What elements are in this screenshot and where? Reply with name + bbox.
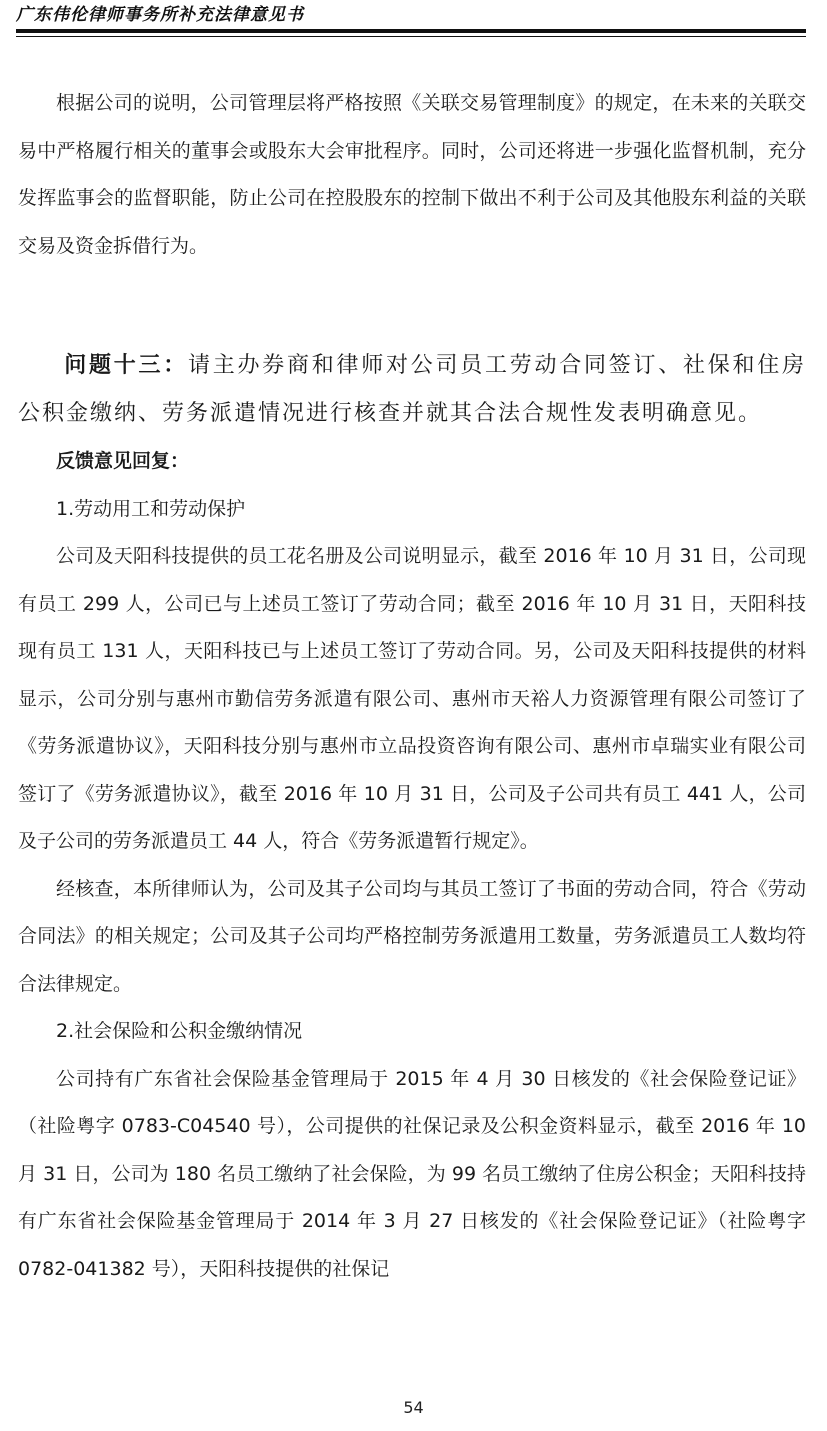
section-heading-social-insurance: 2.社会保险和公积金缴纳情况 (56, 1020, 303, 1042)
question-label: 问题十三： (64, 353, 188, 378)
page-number: 54 (403, 1398, 424, 1417)
header-title: 广东伟伦律师事务所补充法律意见书 (16, 5, 304, 25)
page-header (16, 4, 806, 26)
header-rule-thin (16, 36, 806, 37)
section-heading-labor: 1.劳动用工和劳动保护 (56, 497, 246, 520)
paragraph-lawyer-opinion: 经核查，本所律师认为，公司及其子公司均与其员工签订了书面的劳动合同，符合《劳动合同法》的相关规定；公司及其子公司均严格控制劳务派遣用工数量，劳务派遣员工人数均符合法律规定。 (18, 877, 806, 995)
question-text: 请主办券商和律师对公司员工劳动合同签订、社保和住房公积金缴纳、劳务派遣情况进行核查并就其合法合规性发表明确意见。 (18, 353, 806, 426)
paragraph-social-insurance: 公司持有广东省社会保险基金管理局于 2015 年 4 月 30 日核发的《社会保险登记证》（社险粤字 0783-C04540 号），公司提供的社保记录及公积金资料显示，截至 2016 年 10 月 31 日，公司为 180 名员工缴纳了社会保险，为 99 名员工缴纳了住房公积金；天阳科技持有广东省社会保险基金管理局于 2014 年 3 月 27 日核发的《社会保险登记证》（社险粤字 0782-041382 号），天阳科技提供的社保记 (18, 1067, 806, 1280)
paragraph-labor-contracts: 公司及天阳科技提供的员工花名册及公司说明显示，截至 2016 年 10 月 31 日，公司现有员工 299 人，公司已与上述员工签订了劳动合同；截至 2016 年 10 月 31 日，天阳科技现有员工 131 人，天阳科技已与上述员工签订了劳动合同。另，公司及天阳科技提供的材料显示，公司分别与惠州市勤信劳务派遣有限公司、惠州市天裕人力资源管理有限公司签订了《劳务派遣协议》，天阳科技分别与惠州市立品投资咨询有限公司、惠州市卓瑞实业有限公司签订了《劳务派遣协议》，截至 2016 年 10 月 31 日，公司及子公司共有员工 441 人，公司及子公司的劳务派遣员工 44 人，符合《劳务派遣暂行规定》。 (18, 545, 806, 852)
document-body (18, 80, 806, 1293)
feedback-heading: 反馈意见回复： (56, 450, 190, 472)
question-thirteen (18, 342, 806, 438)
header-rule-thick (16, 29, 806, 33)
paragraph-related-transactions: 根据公司的说明，公司管理层将严格按照《关联交易管理制度》的规定，在未来的关联交易中严格履行相关的董事会或股东大会审批程序。同时，公司还将进一步强化监督机制，充分发挥监事会的监督职能，防止公司在控股股东的控制下做出不利于公司及其他股东利益的关联交易及资金拆借行为。 (18, 92, 806, 257)
